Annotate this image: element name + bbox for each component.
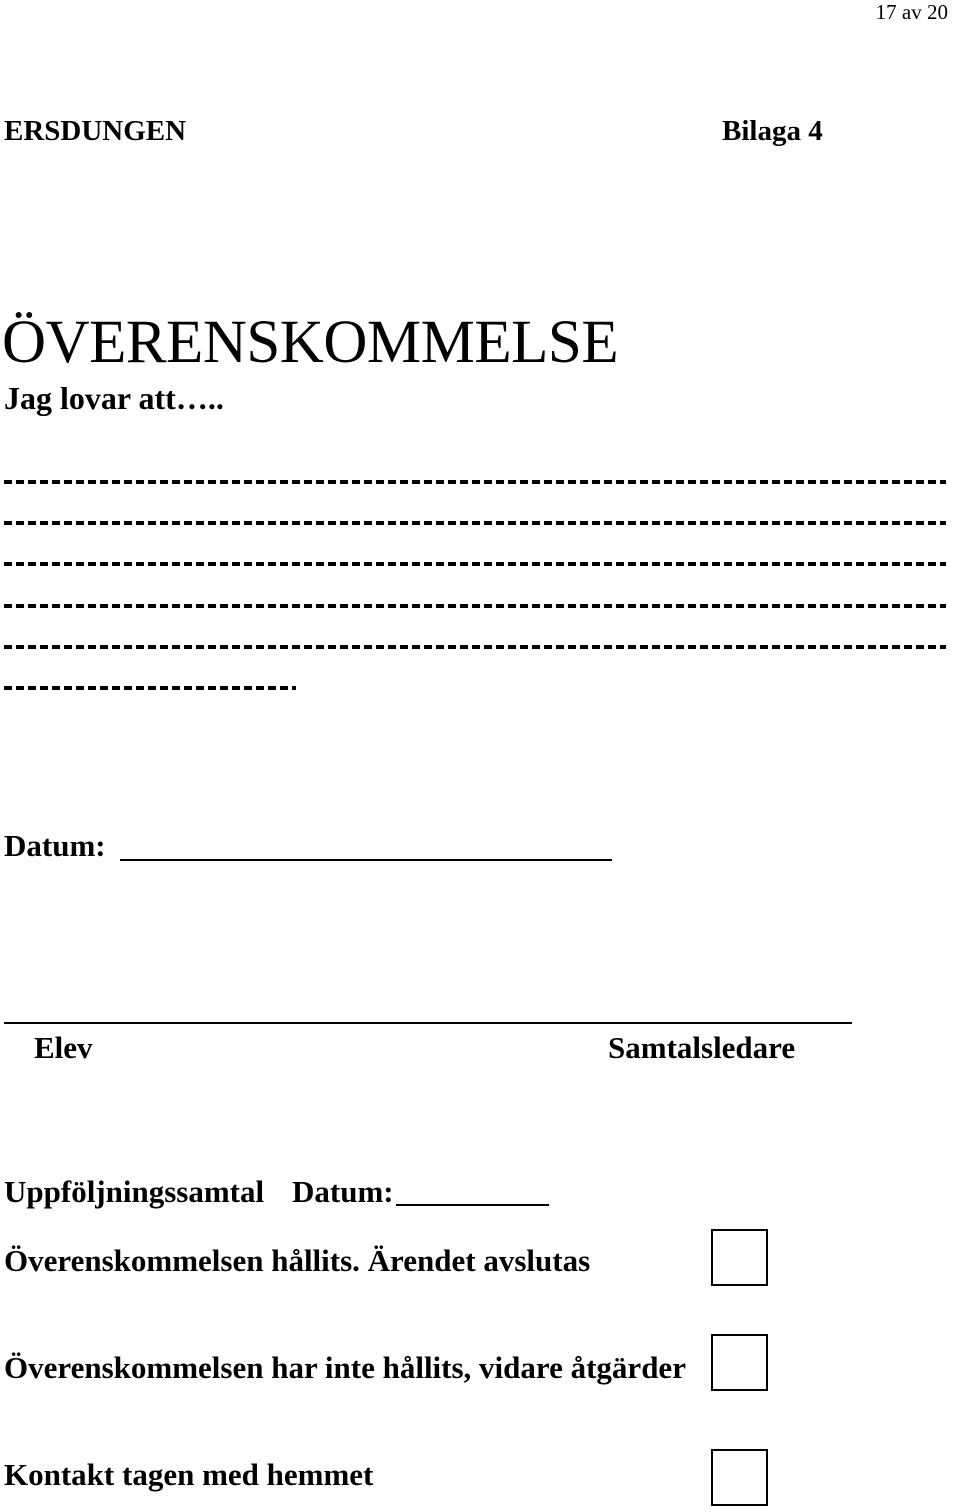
option-kept-checkbox[interactable] — [711, 1229, 768, 1286]
followup-date-label: Datum: — [292, 1174, 394, 1209]
signature-student-label: Elev — [34, 1030, 93, 1065]
page-number: 17 av 20 — [875, 0, 948, 24]
date-label: Datum: — [4, 828, 106, 863]
option-kept-label: Överenskommelsen hållits. Ärendet avslutas — [4, 1243, 591, 1278]
writing-line[interactable] — [4, 521, 946, 525]
promise-intro: Jag lovar att….. — [4, 380, 224, 416]
school-name: ERSDUNGEN — [4, 115, 187, 147]
option-not-kept-label: Överenskommelsen har inte hållits, vidare åtgärder — [4, 1350, 686, 1385]
followup-label: Uppföljningssamtal — [4, 1174, 265, 1209]
appendix-label: Bilaga 4 — [722, 115, 823, 147]
signature-leader-label: Samtalsledare — [608, 1030, 796, 1065]
writing-line[interactable] — [4, 686, 296, 690]
writing-line[interactable] — [4, 480, 946, 484]
option-not-kept-checkbox[interactable] — [711, 1334, 768, 1391]
writing-line[interactable] — [4, 562, 946, 566]
page-title: ÖVERENSKOMMELSE — [2, 309, 619, 376]
signature-line[interactable] — [4, 1022, 852, 1024]
writing-line[interactable] — [4, 604, 946, 608]
option-contact-home-label: Kontakt tagen med hemmet — [4, 1457, 374, 1492]
writing-line[interactable] — [4, 645, 946, 649]
option-contact-home-checkbox[interactable] — [711, 1449, 768, 1506]
date-field[interactable] — [120, 859, 612, 861]
followup-date-field[interactable] — [396, 1204, 549, 1206]
